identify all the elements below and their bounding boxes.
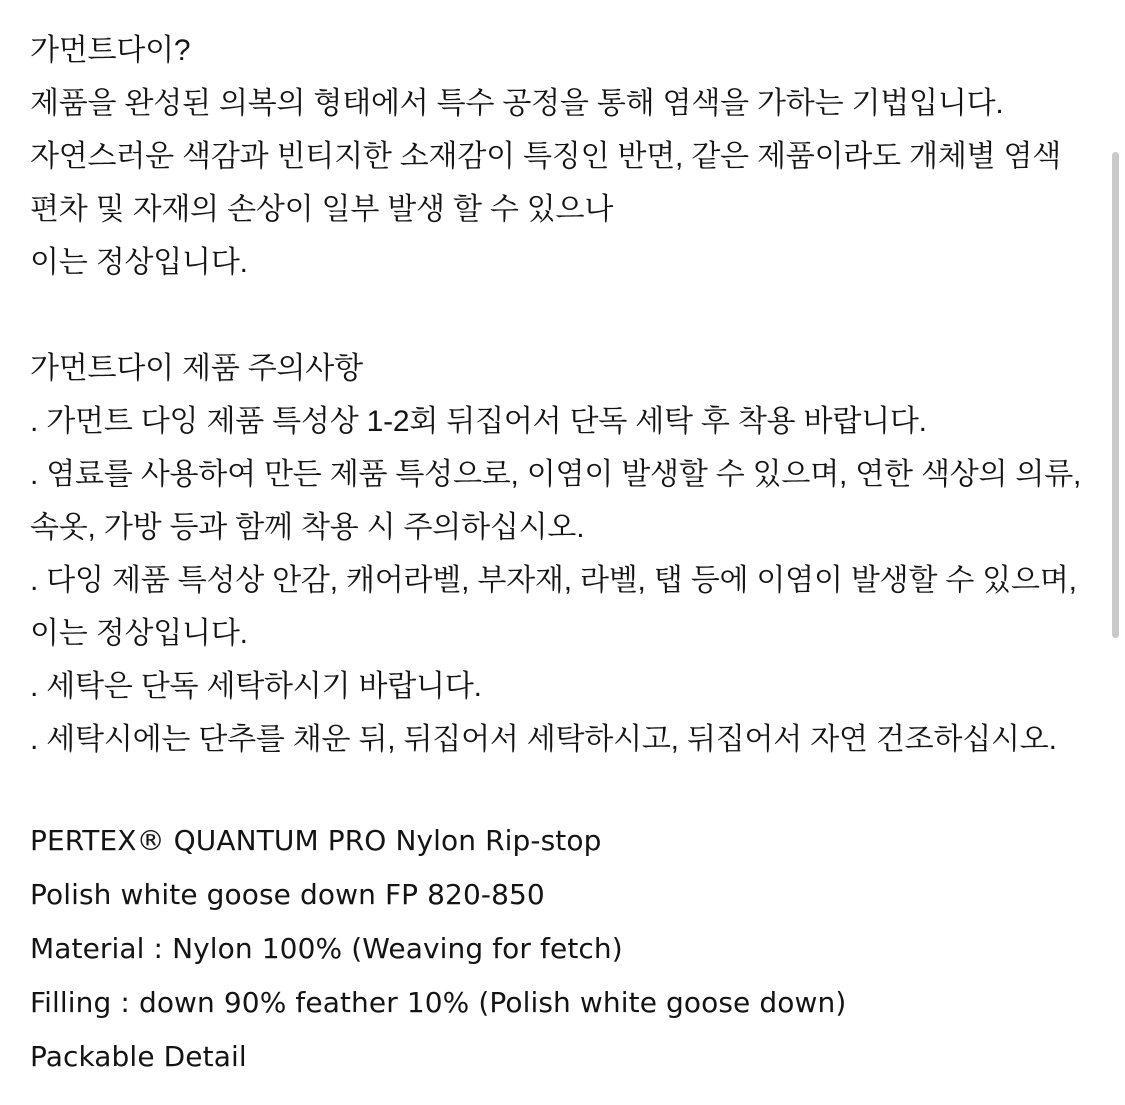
section-gap-2	[30, 766, 1085, 814]
spec-line-down: Polish white goose down FP 820-850	[30, 878, 545, 911]
intro-line-3: 편차 및 자재의 손상이 일부 발생 할 수 있으나	[30, 193, 614, 226]
page-scrollbar[interactable]	[1111, 0, 1125, 1105]
intro-line-1: 제품을 완성된 의복의 형태에서 특수 공정을 통해 염색을 가하는 기법입니다.	[30, 87, 1004, 120]
page-scrollbar-thumb[interactable]	[1112, 152, 1119, 638]
caution-line-7: . 세탁시에는 단추를 채운 뒤, 뒤집어서 세탁하시고, 뒤집어서 자연 건조하십시오.	[30, 723, 1057, 756]
caution-line-4: . 다잉 제품 특성상 안감, 캐어라벨, 부자재, 라벨, 탭 등에 이염이 발생할 수 있으며,	[30, 564, 1077, 597]
spec-line-fabric: PERTEX® QUANTUM PRO Nylon Rip-stop	[30, 824, 602, 857]
product-description-text	[30, 24, 1085, 1084]
garment-dye-intro-block	[30, 24, 1085, 289]
spec-details-block	[30, 814, 1085, 1084]
cautions-heading: 가먼트다이 제품 주의사항	[30, 352, 363, 385]
garment-dye-cautions-block	[30, 342, 1085, 766]
caution-line-2: . 염료를 사용하여 만든 제품 특성으로, 이염이 발생할 수 있으며, 연한 색상의 의류,	[30, 458, 1082, 491]
caution-line-5: 이는 정상입니다.	[30, 617, 248, 650]
caution-line-3: 속옷, 가방 등과 함께 착용 시 주의하십시오.	[30, 511, 585, 544]
spec-line-material: Material : Nylon 100% (Weaving for fetch)	[30, 932, 623, 965]
intro-line-2: 자연스러운 색감과 빈티지한 소재감이 특징인 반면, 같은 제품이라도 개체별 염색	[30, 140, 1062, 173]
caution-line-1: . 가먼트 다잉 제품 특성상 1-2회 뒤집어서 단독 세탁 후 착용 바랍니다.	[30, 405, 927, 438]
intro-heading: 가먼트다이?	[30, 34, 191, 67]
spec-line-packable: Packable Detail	[30, 1040, 247, 1073]
spec-line-filling: Filling : down 90% feather 10% (Polish white goose down)	[30, 986, 847, 1019]
section-gap-1	[30, 289, 1085, 342]
intro-line-4: 이는 정상입니다.	[30, 246, 248, 279]
caution-line-6: . 세탁은 단독 세탁하시기 바랍니다.	[30, 670, 482, 703]
